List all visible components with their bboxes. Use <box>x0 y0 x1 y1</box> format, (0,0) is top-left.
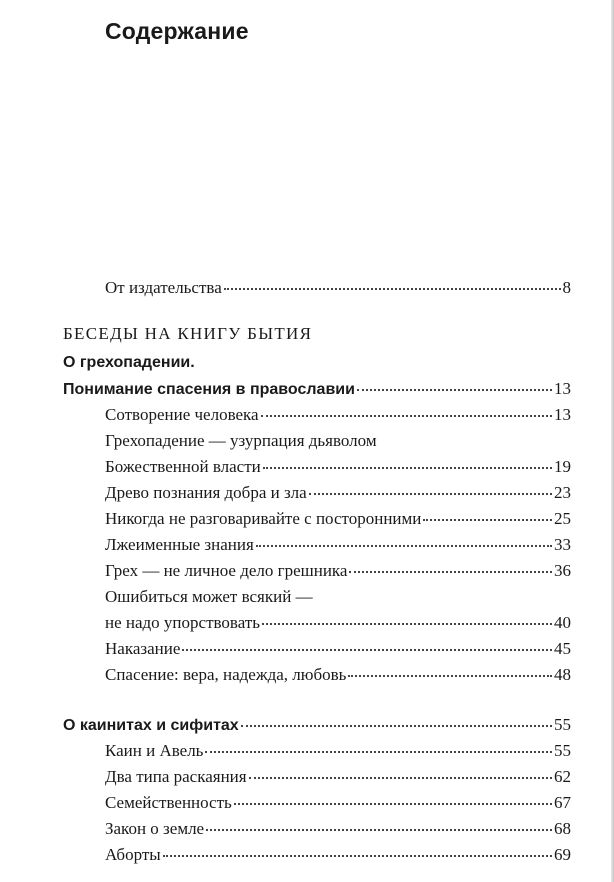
dot-leader <box>205 751 552 753</box>
toc-page-number: 36 <box>554 561 571 580</box>
toc-entry <box>105 455 571 479</box>
dot-leader <box>224 288 561 290</box>
toc-entry <box>105 507 571 531</box>
toc-entry <box>105 791 571 815</box>
toc-entry <box>105 739 571 763</box>
toc-page-number: 33 <box>554 535 571 554</box>
toc-entry-title: Лжеименные знания <box>105 535 254 554</box>
toc-page-number: 67 <box>554 793 571 812</box>
dot-leader <box>357 389 552 391</box>
toc-entry-title-line1: Ошибиться может всякий — <box>105 587 313 606</box>
toc-page-number: 48 <box>554 665 571 684</box>
section-header: БЕСЕДЫ НА КНИГУ БЫТИЯ <box>63 324 313 343</box>
dot-leader <box>423 519 552 521</box>
toc-entry-title: Каин и Авель <box>105 741 204 760</box>
page-title: Содержание <box>105 18 249 44</box>
toc-entry <box>105 843 571 867</box>
toc-entry-title: Древо познания добра и зла <box>105 483 307 502</box>
toc-entry-title: От издательства <box>105 278 222 297</box>
toc-page-number: 45 <box>554 639 571 658</box>
toc-entry-title: Божественной власти <box>105 457 261 476</box>
toc-entry-title: Два типа раскаяния <box>105 767 247 786</box>
toc-page-number: 25 <box>554 509 571 528</box>
toc-page-number: 69 <box>554 845 571 864</box>
toc-entry-title: Понимание спасения в православии <box>63 381 355 398</box>
toc-entry-title-line1: Грехопадение — узурпация дьяволом <box>105 431 377 450</box>
dot-leader <box>234 803 552 805</box>
dot-leader <box>261 415 552 417</box>
toc-chapter-fall <box>63 377 571 402</box>
toc-entry-title: О каинитах и сифитах <box>63 717 239 734</box>
toc-page-number: 19 <box>554 457 571 476</box>
toc-entry <box>105 663 571 687</box>
dot-leader <box>349 571 552 573</box>
dot-leader <box>163 855 552 857</box>
toc-entry-title: Никогда не разговаривайте с посторонними <box>105 509 422 528</box>
toc-chapter-title-line1: О грехопадении. <box>63 354 195 371</box>
toc-page-number: 55 <box>554 741 571 760</box>
toc-page-number: 13 <box>554 405 571 424</box>
toc-entry <box>105 817 571 841</box>
dot-leader <box>182 649 552 651</box>
toc-page-number: 55 <box>554 715 571 734</box>
toc-entry <box>105 403 571 427</box>
toc-page-number: 23 <box>554 483 571 502</box>
toc-entry-title: Спасение: вера, надежда, любовь <box>105 665 347 684</box>
toc-entry-from-publisher <box>105 276 571 300</box>
toc-page-number: 13 <box>554 379 571 398</box>
toc-entry-title: не надо упорствовать <box>105 613 261 632</box>
dot-leader <box>206 829 552 831</box>
toc-entry <box>105 481 571 505</box>
dot-leader <box>249 777 552 779</box>
toc-entry <box>105 559 571 583</box>
toc-chapter-cainites <box>63 713 571 738</box>
toc-entry-title: Грех — не личное дело грешника <box>105 561 348 580</box>
dot-leader <box>263 467 552 469</box>
toc-entry <box>105 611 571 635</box>
toc-entry-title: Сотворение человека <box>105 405 259 424</box>
toc-page-number: 8 <box>562 278 571 297</box>
toc-entry-title: Наказание <box>105 639 181 658</box>
toc-entry <box>105 533 571 557</box>
dot-leader <box>241 725 552 727</box>
toc-page-number: 68 <box>554 819 571 838</box>
toc-entry-title: Закон о земле <box>105 819 205 838</box>
toc-page-number: 40 <box>554 613 571 632</box>
dot-leader <box>262 623 552 625</box>
toc-page-number: 62 <box>554 767 571 786</box>
dot-leader <box>309 493 552 495</box>
dot-leader <box>348 675 552 677</box>
dot-leader <box>256 545 552 547</box>
toc-entry <box>105 637 571 661</box>
toc-entry-title: Аборты <box>105 845 161 864</box>
toc-entry <box>105 765 571 789</box>
toc-entry-title: Семейственность <box>105 793 232 812</box>
